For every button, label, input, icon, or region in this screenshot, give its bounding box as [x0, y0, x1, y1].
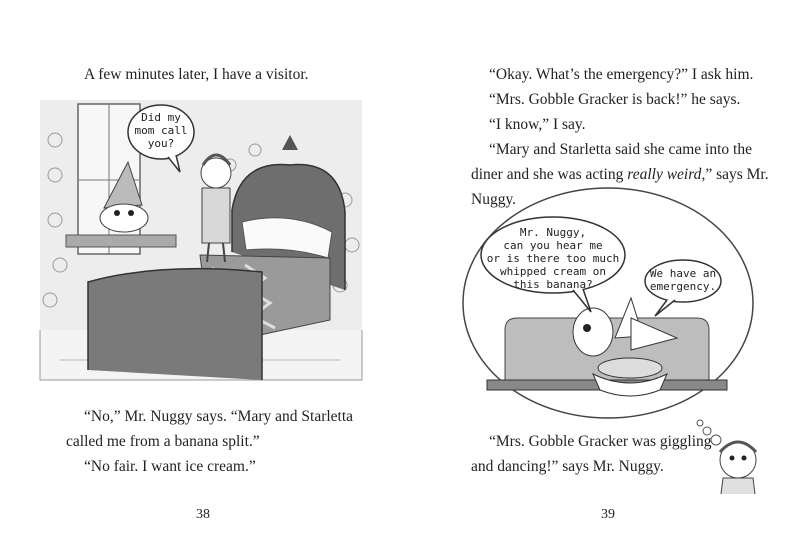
bubble-left-line-1: Mr. Nuggy, [519, 226, 587, 239]
right-line-4: “Mary and Starletta said she came into the [489, 141, 752, 158]
bubble-left-line-5: this banana? [513, 278, 593, 291]
right-line-3: “I know,” I say. [489, 116, 586, 133]
right-line-1: “Okay. What’s the emergency?” I ask him. [489, 66, 754, 83]
bottom-line-2: and dancing!” says Mr. Nuggy. [471, 458, 664, 475]
opening-line: A few minutes later, I have a visitor. [84, 66, 309, 83]
bubble-right-line-1: We have an [649, 267, 717, 280]
right-page [405, 0, 810, 552]
bottom-line-1: “Mrs. Gobble Gracker was giggling [489, 433, 712, 450]
bubble-right-line-2: emergency. [649, 280, 717, 293]
page-number-left: 38 [196, 507, 210, 522]
bubble-line-3: you? [147, 137, 175, 150]
right-line-6: Nuggy. [471, 191, 517, 208]
left-line-1: “No,” Mr. Nuggy says. “Mary and Starletta [84, 408, 354, 425]
bubble-left-line-4: whipped cream on [500, 265, 606, 278]
right-line-5-start: diner and she was acting [471, 166, 628, 183]
bubble-left-line-3: or is there too much [486, 252, 620, 265]
right-line-5-end: ,” says Mr. [701, 166, 769, 183]
bubble-line-1: Did my [141, 111, 181, 124]
emphasis-text: really weird [627, 166, 702, 183]
right-line-2: “Mrs. Gobble Gracker is back!” he says. [489, 91, 741, 108]
bubble-line-2: mom call [134, 124, 188, 137]
bubble-left-line-2: can you hear me [503, 239, 603, 252]
left-line-3: “No fair. I want ice cream.” [84, 458, 256, 475]
page-number-right: 39 [601, 507, 615, 522]
left-line-2: called me from a banana split.” [66, 433, 260, 450]
